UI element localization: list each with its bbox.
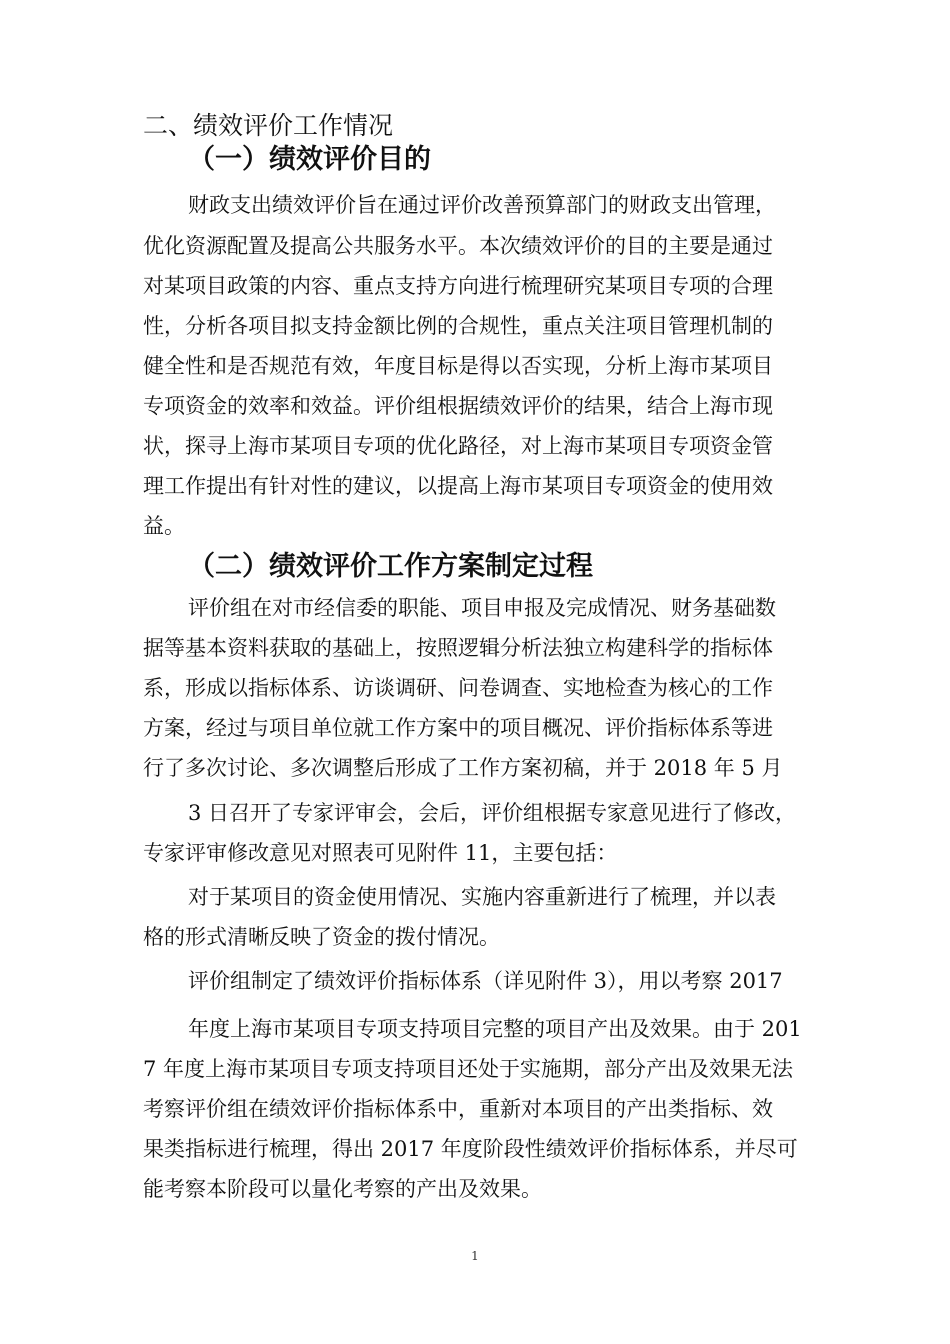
heading-evaluation-purpose: （一）绩效评价目的: [188, 144, 431, 175]
para2-line: 评价组在对市经信委的职能、项目申报及完成情况、财务基础数: [188, 596, 776, 620]
para1-line: 财政支出绩效评价旨在通过评价改善预算部门的财政支出管理，: [188, 193, 776, 217]
para6-line: 果类指标进行梳理，得出 2017 年度阶段性绩效评价指标体系，并尽可: [143, 1137, 798, 1161]
page-number: 1: [471, 1249, 479, 1263]
para5-line: 评价组制定了绩效评价指标体系（详见附件 3），用以考察 2017: [188, 969, 783, 993]
section-title: 二、绩效评价工作情况: [143, 111, 394, 140]
para6-line: 考察评价组在绩效评价指标体系中，重新对本项目的产出类指标、效: [143, 1097, 773, 1121]
para3-line: 专家评审修改意见对照表可见附件 11，主要包括：: [143, 841, 618, 865]
para1-line: 性，分析各项目拟支持金额比例的合规性，重点关注项目管理机制的: [143, 314, 773, 338]
para1-line: 状，探寻上海市某项目专项的优化路径，对上海市某项目专项资金管: [143, 434, 773, 458]
para6-line: 年度上海市某项目专项支持项目完整的项目产出及效果。由于 201: [188, 1017, 802, 1041]
para2-line: 行了多次讨论、多次调整后形成了工作方案初稿，并于 2018 年 5 月: [143, 756, 783, 780]
para1-line: 专项资金的效率和效益。评价组根据绩效评价的结果，结合上海市现: [143, 394, 773, 418]
para4-line: 格的形式清晰反映了资金的拨付情况。: [143, 925, 500, 949]
para2-line: 方案，经过与项目单位就工作方案中的项目概况、评价指标体系等进: [143, 716, 773, 740]
para3-line: 3 日召开了专家评审会，会后，评价组根据专家意见进行了修改，: [188, 801, 797, 825]
para6-line: 能考察本阶段可以量化考察的产出及效果。: [143, 1177, 542, 1201]
para1-line: 优化资源配置及提高公共服务水平。本次绩效评价的目的主要是通过: [143, 234, 773, 258]
para1-line: 对某项目政策的内容、重点支持方向进行梳理研究某项目专项的合理: [143, 274, 773, 298]
para1-line: 理工作提出有针对性的建议，以提高上海市某项目专项资金的使用效: [143, 474, 773, 498]
para2-line: 系，形成以指标体系、访谈调研、问卷调查、实地检查为核心的工作: [143, 676, 773, 700]
para4-line: 对于某项目的资金使用情况、实施内容重新进行了梳理，并以表: [188, 885, 776, 909]
para1-line: 健全性和是否规范有效，年度目标是得以否实现，分析上海市某项目: [143, 354, 773, 378]
para1-line: 益。: [143, 514, 185, 538]
para6-line: 7 年度上海市某项目专项支持项目还处于实施期，部分产出及效果无法: [143, 1057, 794, 1081]
heading-plan-process: （二）绩效评价工作方案制定过程: [188, 551, 593, 582]
para2-line: 据等基本资料获取的基础上，按照逻辑分析法独立构建科学的指标体: [143, 636, 773, 660]
